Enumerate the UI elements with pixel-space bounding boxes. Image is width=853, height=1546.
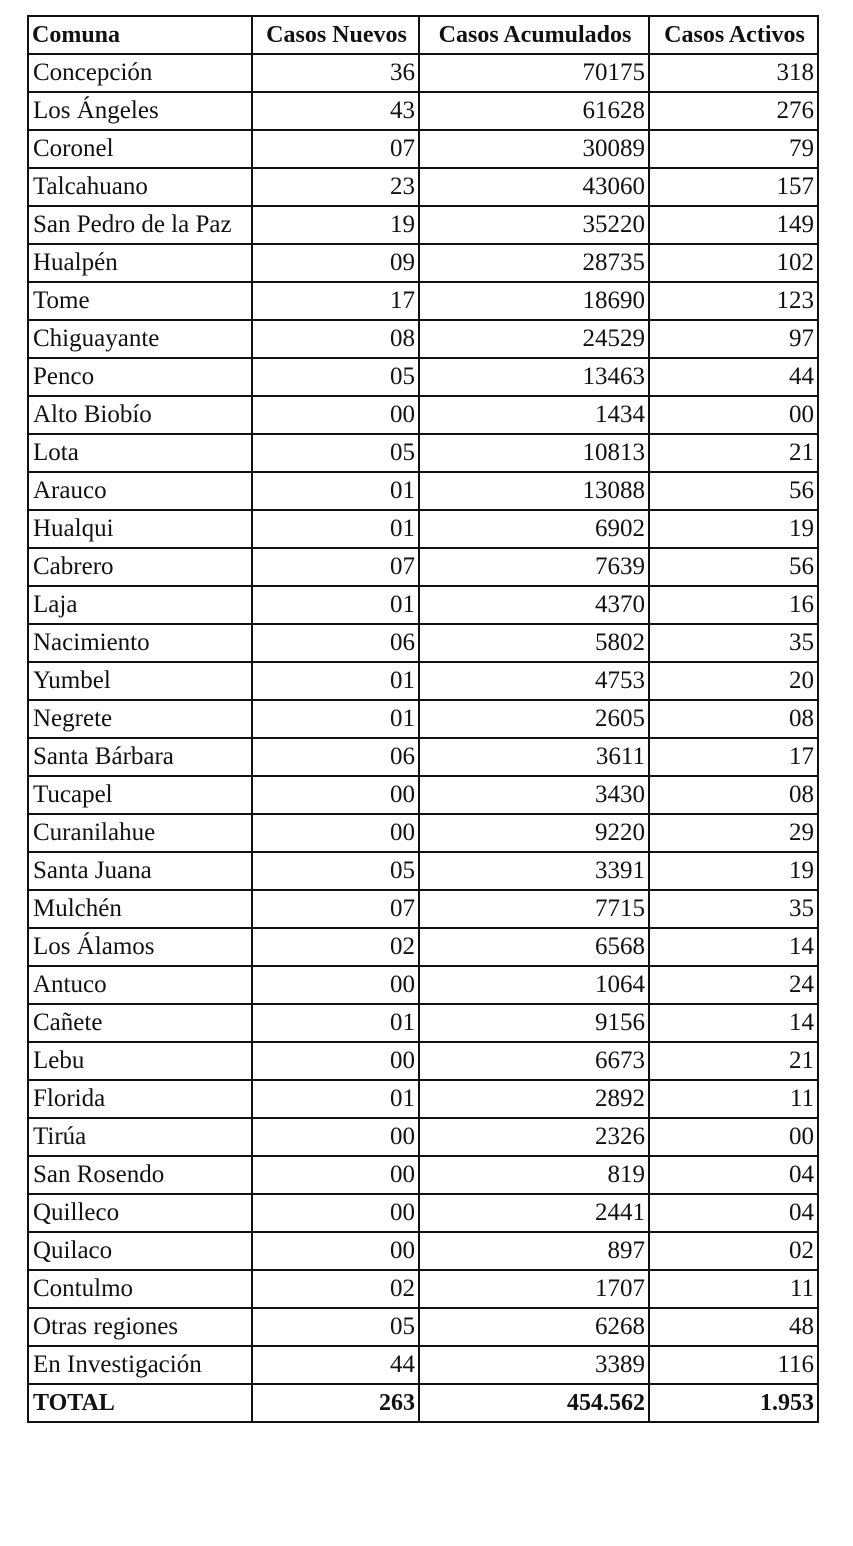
- cell-comuna: Coronel: [28, 130, 252, 168]
- cell-casos-activos: 17: [649, 738, 818, 776]
- cell-casos-activos: 56: [649, 548, 818, 586]
- cell-casos-activos: 48: [649, 1308, 818, 1346]
- table-row: [28, 472, 818, 510]
- cell-comuna: Cañete: [28, 1004, 252, 1042]
- cell-casos-acumulados: 1707: [419, 1270, 649, 1308]
- table-row: [28, 54, 818, 92]
- total-row: [28, 1384, 818, 1422]
- cell-comuna: Otras regiones: [28, 1308, 252, 1346]
- table-row: [28, 244, 818, 282]
- cell-casos-nuevos: 05: [252, 358, 419, 396]
- cell-casos-acumulados: 35220: [419, 206, 649, 244]
- cell-casos-nuevos: 36: [252, 54, 419, 92]
- cell-casos-acumulados: 897: [419, 1232, 649, 1270]
- table-row: [28, 168, 818, 206]
- cell-casos-activos: 97: [649, 320, 818, 358]
- cell-casos-acumulados: 6902: [419, 510, 649, 548]
- cell-comuna: Los Álamos: [28, 928, 252, 966]
- cell-casos-nuevos: 00: [252, 966, 419, 1004]
- cell-casos-activos: 35: [649, 890, 818, 928]
- cell-comuna: Curanilahue: [28, 814, 252, 852]
- cell-comuna: San Rosendo: [28, 1156, 252, 1194]
- header-comuna: Comuna: [28, 16, 252, 54]
- cell-comuna: Tome: [28, 282, 252, 320]
- cell-casos-acumulados: 10813: [419, 434, 649, 472]
- cell-casos-acumulados: 18690: [419, 282, 649, 320]
- cell-comuna: Hualqui: [28, 510, 252, 548]
- cell-casos-nuevos: 01: [252, 700, 419, 738]
- table-row: [28, 130, 818, 168]
- cell-casos-nuevos: 23: [252, 168, 419, 206]
- cell-comuna: Lota: [28, 434, 252, 472]
- cell-casos-acumulados: 1064: [419, 966, 649, 1004]
- table-row: [28, 358, 818, 396]
- cell-casos-nuevos: 05: [252, 434, 419, 472]
- cell-casos-nuevos: 43: [252, 92, 419, 130]
- cell-casos-nuevos: 01: [252, 1080, 419, 1118]
- table-row: [28, 282, 818, 320]
- cell-casos-activos: 29: [649, 814, 818, 852]
- cell-casos-activos: 16: [649, 586, 818, 624]
- cell-casos-acumulados: 4370: [419, 586, 649, 624]
- table-row: [28, 700, 818, 738]
- cell-casos-acumulados: 6568: [419, 928, 649, 966]
- cell-comuna: Concepción: [28, 54, 252, 92]
- cell-comuna: San Pedro de la Paz: [28, 206, 252, 244]
- table-row: [28, 206, 818, 244]
- table-row: [28, 586, 818, 624]
- table-row: [28, 1308, 818, 1346]
- cell-casos-activos: 21: [649, 1042, 818, 1080]
- cell-comuna: Tucapel: [28, 776, 252, 814]
- cell-comuna: Quilaco: [28, 1232, 252, 1270]
- cell-casos-acumulados: 3389: [419, 1346, 649, 1384]
- cell-casos-nuevos: 02: [252, 928, 419, 966]
- cell-casos-nuevos: 00: [252, 814, 419, 852]
- cell-casos-acumulados: 3430: [419, 776, 649, 814]
- header-casos-acumulados: Casos Acumulados: [419, 16, 649, 54]
- header-casos-nuevos: Casos Nuevos: [252, 16, 419, 54]
- total-casos-acumulados: 454.562: [419, 1384, 649, 1422]
- cell-casos-activos: 11: [649, 1270, 818, 1308]
- header-casos-activos: Casos Activos: [649, 16, 818, 54]
- cell-comuna: Antuco: [28, 966, 252, 1004]
- cell-casos-activos: 44: [649, 358, 818, 396]
- cell-comuna: Florida: [28, 1080, 252, 1118]
- table-row: [28, 1080, 818, 1118]
- cell-casos-activos: 24: [649, 966, 818, 1004]
- cell-casos-acumulados: 9220: [419, 814, 649, 852]
- cell-comuna: Quilleco: [28, 1194, 252, 1232]
- cell-casos-nuevos: 01: [252, 586, 419, 624]
- cell-casos-activos: 318: [649, 54, 818, 92]
- cases-by-comuna-table: [27, 15, 819, 1423]
- cell-casos-activos: 11: [649, 1080, 818, 1118]
- cell-casos-activos: 276: [649, 92, 818, 130]
- cell-casos-nuevos: 05: [252, 1308, 419, 1346]
- cell-comuna: Santa Juana: [28, 852, 252, 890]
- table-row: [28, 1042, 818, 1080]
- table-row: [28, 510, 818, 548]
- cell-casos-activos: 21: [649, 434, 818, 472]
- table-body: [28, 54, 818, 1384]
- cell-casos-acumulados: 24529: [419, 320, 649, 358]
- cell-casos-acumulados: 819: [419, 1156, 649, 1194]
- cell-casos-activos: 116: [649, 1346, 818, 1384]
- total-casos-activos: 1.953: [649, 1384, 818, 1422]
- total-label: TOTAL: [28, 1384, 252, 1422]
- cell-casos-nuevos: 06: [252, 738, 419, 776]
- cell-casos-nuevos: 06: [252, 624, 419, 662]
- cell-casos-activos: 00: [649, 1118, 818, 1156]
- cell-casos-nuevos: 01: [252, 510, 419, 548]
- table-row: [28, 434, 818, 472]
- table-row: [28, 548, 818, 586]
- table-row: [28, 1004, 818, 1042]
- cell-comuna: Tirúa: [28, 1118, 252, 1156]
- table-row: [28, 928, 818, 966]
- cell-casos-acumulados: 5802: [419, 624, 649, 662]
- cell-casos-acumulados: 13088: [419, 472, 649, 510]
- cell-casos-acumulados: 2326: [419, 1118, 649, 1156]
- cell-casos-nuevos: 07: [252, 890, 419, 928]
- cell-casos-activos: 08: [649, 776, 818, 814]
- cell-comuna: Alto Biobío: [28, 396, 252, 434]
- table-row: [28, 814, 818, 852]
- cell-casos-nuevos: 01: [252, 1004, 419, 1042]
- table-row: [28, 966, 818, 1004]
- cell-casos-activos: 56: [649, 472, 818, 510]
- cell-casos-activos: 04: [649, 1194, 818, 1232]
- cell-casos-nuevos: 17: [252, 282, 419, 320]
- cell-casos-activos: 102: [649, 244, 818, 282]
- cell-casos-activos: 14: [649, 928, 818, 966]
- cell-comuna: Los Ángeles: [28, 92, 252, 130]
- table-row: [28, 1194, 818, 1232]
- cell-casos-nuevos: 00: [252, 776, 419, 814]
- cell-comuna: Lebu: [28, 1042, 252, 1080]
- table-row: [28, 1118, 818, 1156]
- cell-casos-acumulados: 2605: [419, 700, 649, 738]
- cell-casos-nuevos: 00: [252, 1232, 419, 1270]
- cell-casos-activos: 35: [649, 624, 818, 662]
- table-row: [28, 92, 818, 130]
- cell-casos-acumulados: 3391: [419, 852, 649, 890]
- cell-casos-acumulados: 7639: [419, 548, 649, 586]
- table-row: [28, 396, 818, 434]
- cell-casos-nuevos: 01: [252, 662, 419, 700]
- cell-comuna: Cabrero: [28, 548, 252, 586]
- header-row: [28, 16, 818, 54]
- table-row: [28, 624, 818, 662]
- cell-casos-nuevos: 00: [252, 1194, 419, 1232]
- cell-casos-nuevos: 00: [252, 1042, 419, 1080]
- table-row: [28, 320, 818, 358]
- table-row: [28, 1232, 818, 1270]
- cell-comuna: Arauco: [28, 472, 252, 510]
- cell-casos-acumulados: 3611: [419, 738, 649, 776]
- table-row: [28, 662, 818, 700]
- cell-casos-activos: 123: [649, 282, 818, 320]
- cell-casos-activos: 149: [649, 206, 818, 244]
- cell-casos-activos: 14: [649, 1004, 818, 1042]
- cell-comuna: Hualpén: [28, 244, 252, 282]
- cell-casos-nuevos: 08: [252, 320, 419, 358]
- cell-casos-activos: 08: [649, 700, 818, 738]
- cell-comuna: Penco: [28, 358, 252, 396]
- cell-comuna: En Investigación: [28, 1346, 252, 1384]
- cell-casos-acumulados: 43060: [419, 168, 649, 206]
- cell-casos-nuevos: 44: [252, 1346, 419, 1384]
- cell-casos-activos: 19: [649, 510, 818, 548]
- cell-comuna: Chiguayante: [28, 320, 252, 358]
- cell-comuna: Negrete: [28, 700, 252, 738]
- cell-casos-acumulados: 6673: [419, 1042, 649, 1080]
- cell-casos-activos: 19: [649, 852, 818, 890]
- total-casos-nuevos: 263: [252, 1384, 419, 1422]
- cell-casos-nuevos: 01: [252, 472, 419, 510]
- cell-casos-activos: 00: [649, 396, 818, 434]
- cell-casos-nuevos: 07: [252, 548, 419, 586]
- table-row: [28, 776, 818, 814]
- cell-casos-nuevos: 07: [252, 130, 419, 168]
- cell-casos-acumulados: 30089: [419, 130, 649, 168]
- cell-casos-nuevos: 00: [252, 1156, 419, 1194]
- cell-casos-activos: 79: [649, 130, 818, 168]
- cell-casos-acumulados: 1434: [419, 396, 649, 434]
- cell-comuna: Talcahuano: [28, 168, 252, 206]
- cell-casos-nuevos: 00: [252, 396, 419, 434]
- cell-casos-nuevos: 05: [252, 852, 419, 890]
- cell-casos-acumulados: 6268: [419, 1308, 649, 1346]
- cell-comuna: Nacimiento: [28, 624, 252, 662]
- cell-casos-acumulados: 7715: [419, 890, 649, 928]
- cell-casos-acumulados: 70175: [419, 54, 649, 92]
- table-row: [28, 1346, 818, 1384]
- table-row: [28, 738, 818, 776]
- cell-casos-acumulados: 61628: [419, 92, 649, 130]
- cell-casos-acumulados: 28735: [419, 244, 649, 282]
- cell-casos-activos: 20: [649, 662, 818, 700]
- table-row: [28, 1156, 818, 1194]
- cell-casos-nuevos: 09: [252, 244, 419, 282]
- cell-casos-acumulados: 2892: [419, 1080, 649, 1118]
- cell-casos-acumulados: 13463: [419, 358, 649, 396]
- cell-casos-activos: 04: [649, 1156, 818, 1194]
- table-row: [28, 890, 818, 928]
- cell-casos-nuevos: 19: [252, 206, 419, 244]
- cell-casos-nuevos: 02: [252, 1270, 419, 1308]
- cell-casos-acumulados: 4753: [419, 662, 649, 700]
- cell-casos-acumulados: 2441: [419, 1194, 649, 1232]
- cell-comuna: Mulchén: [28, 890, 252, 928]
- cell-casos-activos: 02: [649, 1232, 818, 1270]
- cell-casos-activos: 157: [649, 168, 818, 206]
- cell-casos-nuevos: 00: [252, 1118, 419, 1156]
- cell-comuna: Santa Bárbara: [28, 738, 252, 776]
- cell-casos-acumulados: 9156: [419, 1004, 649, 1042]
- cell-comuna: Contulmo: [28, 1270, 252, 1308]
- table-row: [28, 1270, 818, 1308]
- cell-comuna: Laja: [28, 586, 252, 624]
- cell-comuna: Yumbel: [28, 662, 252, 700]
- table-row: [28, 852, 818, 890]
